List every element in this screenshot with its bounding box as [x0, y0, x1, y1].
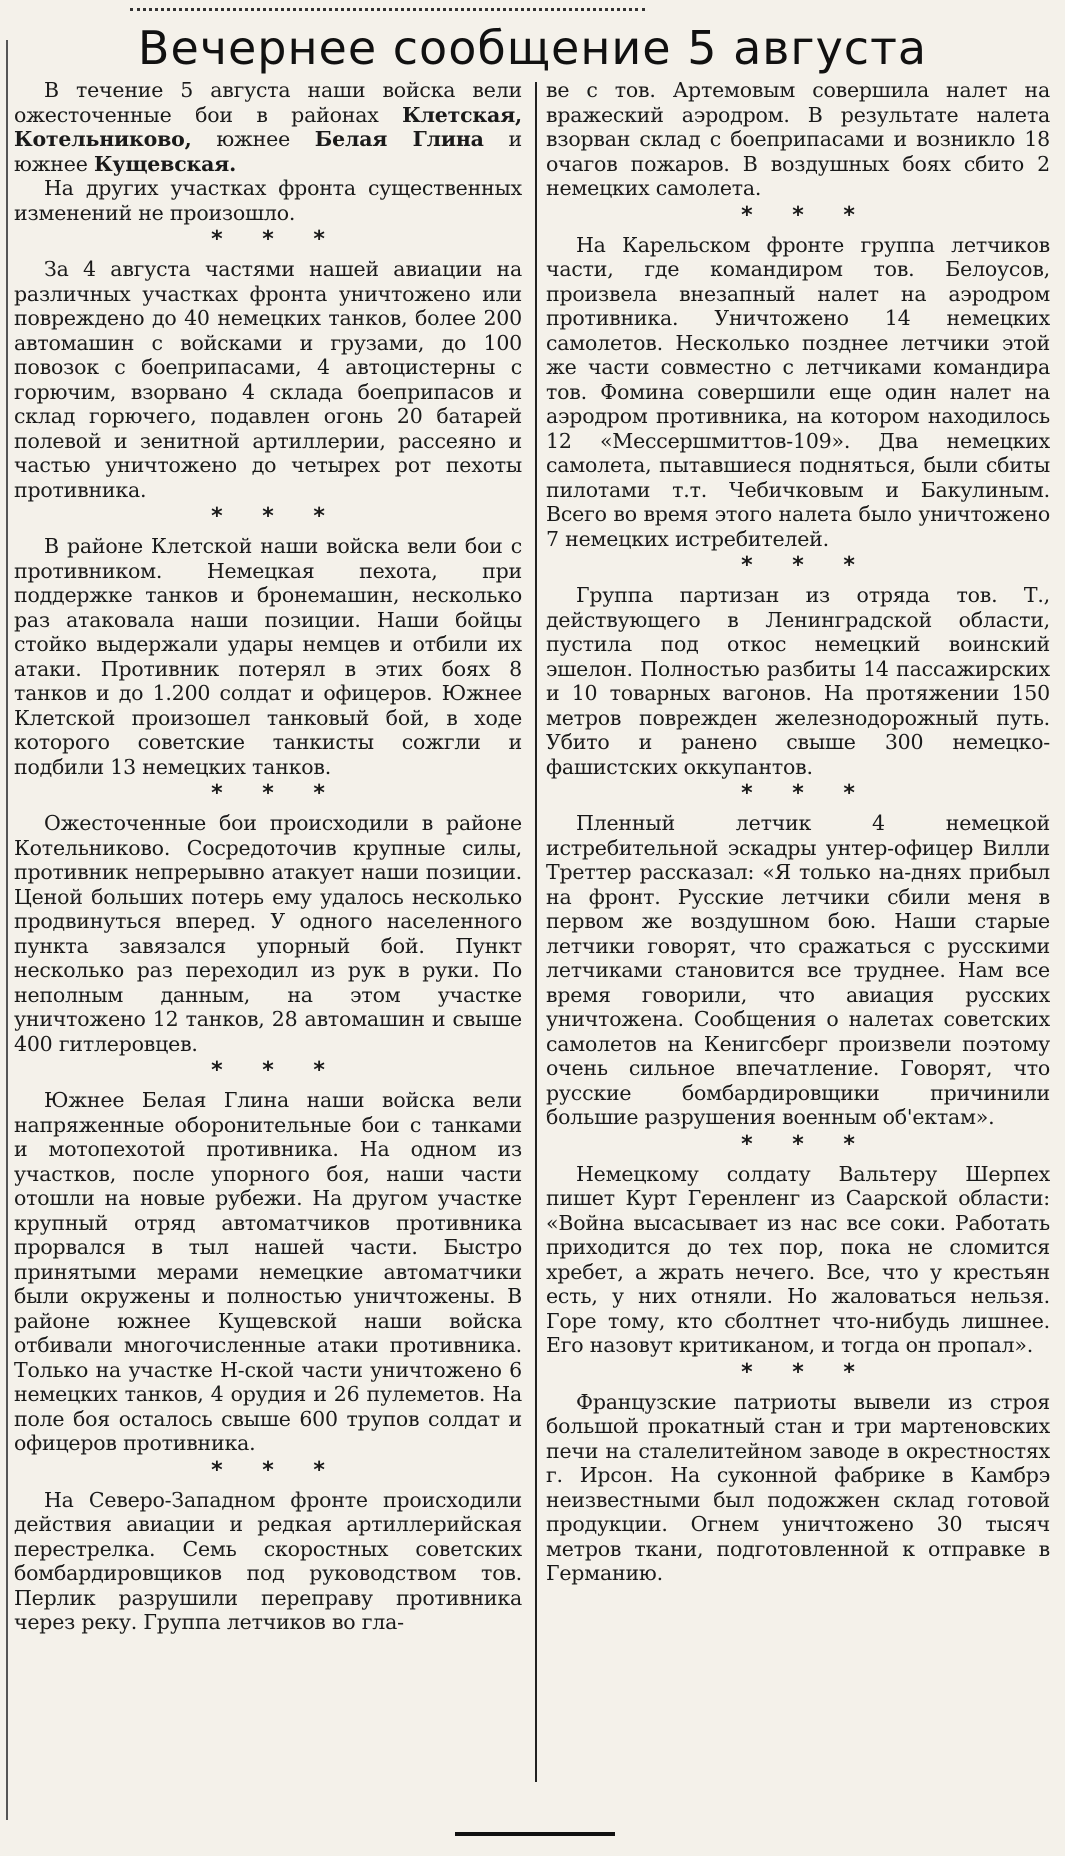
- section-separator: * * *: [741, 553, 871, 578]
- paragraph: На Карельском фронте группа летчиков части, где командиром тов. Белоусов, произвела внезапный налет на аэродром противника. Уничтожено 14 немецких самолетов. Несколько позднее летчики этой же части совместно с летчиками командира тов. Фомина совершили еще один налет на аэродром противника, на котором находилось 12 «Мессершмиттов-109». Два немецких самолета, пытавшиеся подняться, были сбиты пилотами т.т. Чебичковым и Бакулиным. Всего во время этого налета было уничтожено 7 немецких истребителей.: [546, 232, 1050, 551]
- text-run: и южнее: [14, 127, 523, 176]
- paragraph: Южнее Белая Глина наши войска вели напряженные оборонительные бои с танками и мотопехотой противника. На одном из участков, после упорного боя, наши части отошли на новые рубежи. На другом участке крупный отряд автоматчиков противника прорвался в тыл нашей части. Быстро принятыми мерами немецкие автоматчики были окружены и полностью уничтожены. В районе южнее Кущевской наши войска отбивали многочисленные атаки противника. Только на участке Н-ской части уничтожено 6 немецких танков, 4 орудия и 26 пулеметов. На поле боя осталось свыше 600 трупов солдат и офицеров противника.: [14, 1088, 522, 1455]
- paragraph: На Северо-Западном фронте происходили действия авиации и редкая артиллерийская перестрелка. Семь скоростных советских бомбардировщиков под руководством тов. Перлик разрушили переправу противника через реку. Группа летчиков во гла-: [14, 1487, 522, 1634]
- paragraph: Пленный летчик 4 немецкой истребительной эскадры унтер-офицер Вилли Треттер рассказал: «Я только на-днях прибыл на фронт. Русские летчики сбили меня в первом же воздушном бою. Наши старые летчики говорят, что сражаться с русскими летчиками становится все труднее. Нам все время говорили, что авиация русских уничтожена. Сообщения о налетах советских самолетов на Кенигсберг произвели поэтому очень сильное впечатление. Говорят, что русские бомбардировщики причинили большие разрушения военным об'ектам».: [546, 811, 1050, 1129]
- paragraph: ве с тов. Артемовым совершила налет на вражеский аэродром. В результате налета взорван склад с боеприпасами и возникло 18 очагов пожаров. В воздушных боях сбито 2 немецких самолета.: [546, 78, 1050, 200]
- section-separator: * * *: [741, 1131, 871, 1157]
- section-separator: * * *: [741, 781, 871, 806]
- section-separator: * * *: [211, 504, 341, 529]
- bottom-rule: [455, 1832, 615, 1836]
- left-column: [14, 78, 522, 1635]
- place-name: Белая Глина: [314, 127, 484, 151]
- section-separator: * * *: [211, 1058, 341, 1083]
- top-rule: [130, 0, 645, 11]
- section-separator: * * *: [211, 1457, 341, 1483]
- column-divider: [535, 82, 537, 1782]
- section-separator: * * *: [741, 1359, 871, 1385]
- paragraph: Немецкому солдату Вальтеру Шерпех пишет Курт Геренленг из Саарской области: «Война высасывает из нас все соки. Работать приходится до тех пор, пока не сломится хребет, а жрать нечего. Все, что у крестьян есть, у них отняли. Но жаловаться нельзя. Горе тому, кто сболтнет что-нибудь лишнее. Его назовут критиканом, и тогда он пропал».: [546, 1161, 1050, 1357]
- text-run: южнее: [191, 127, 315, 151]
- section-separator: * * *: [741, 202, 871, 228]
- section-separator: * * *: [211, 781, 341, 806]
- left-edge-rule: [6, 40, 8, 1820]
- page-title: Вечернее сообщение 5 августа: [137, 21, 928, 75]
- paragraph: Группа партизан из отряда тов. Т., действующего в Ленинградской области, пустила под откос немецкий воинский эшелон. Полностью разбиты 14 пассажирских и 10 товарных вагонов. На протяжении 150 метров поврежден железнодорожный путь. Убито и ранено свыше 300 немецко-фашистских оккупантов.: [546, 583, 1050, 779]
- paragraph: За 4 августа частями нашей авиации на различных участках фронта уничтожено или повреждено до 40 немецких танков, более 200 автомашин с войсками и грузами, до 100 повозок с боеприпасами, 4 автоцистерны с горючим, взорвано 4 склада боеприпасов и склад горючего, подавлен огонь 20 батарей полевой и зенитной артиллерии, рассеяно и частью уничтожено до четырех рот пехоты противника.: [14, 257, 522, 502]
- section-separator: * * *: [211, 227, 341, 252]
- paragraph: В районе Клетской наши войска вели бои с противником. Немецкая пехота, при поддержке танков и бронемашин, несколько раз атаковала наши позиции. Наши бойцы стойко выдержали удары немцев и отбили их атаки. Противник потерял в этих боях 8 танков и до 1.200 солдат и офицеров. Южнее Клетской произошел танковый бой, в ходе которого советские танкисты сожгли и подбили 13 немецких танков.: [14, 534, 522, 779]
- right-column: [546, 78, 1050, 1586]
- place-name: Кущевская.: [93, 151, 237, 176]
- paragraph: Ожесточенные бои происходили в районе Котельниково. Сосредоточив крупные силы, противник непрерывно атакует наши позиции. Ценой больших потерь ему удалось несколько продвинуться вперед. У одного населенного пункта завязался упорный бой. Пункт несколько раз переходил из рук в руки. По неполным данным, на этом участке уничтожено 12 танков, 28 автомашин и свыше 400 гитлеровцев.: [14, 811, 522, 1056]
- place-name: Клетская, Котельниково,: [14, 102, 522, 151]
- paragraph: На других участках фронта существенных изменений не произошло.: [14, 176, 522, 225]
- paragraph: [14, 78, 522, 176]
- text-run: В течение 5 августа наши войска вели ожесточенные бои в районах: [14, 78, 522, 127]
- paragraph: Французские патриоты вывели из строя большой прокатный стан и три мартеновских печи на сталелитейном заводе в окрестностях г. Ирсон. На суконной фабрике в Камбрэ неизвестными был подожжен склад готовой продукции. Огнем уничтожено 30 тысяч метров ткани, подготовленной к отправке в Германию.: [546, 1389, 1050, 1585]
